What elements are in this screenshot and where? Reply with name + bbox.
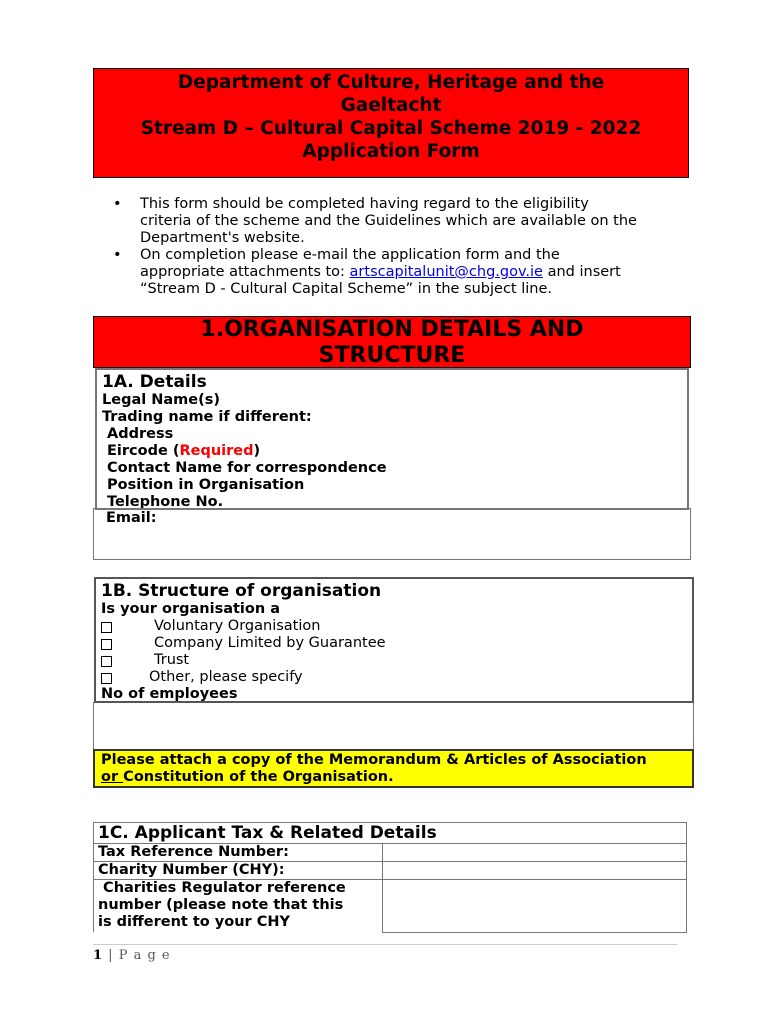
bullet-icon: • <box>113 196 122 212</box>
instruction-1-line2: criteria of the scheme and the Guidelines which are available on the <box>140 213 637 229</box>
department-title-line2: Gaeltacht <box>340 95 442 116</box>
email-label: Email: <box>106 510 157 526</box>
page-number: 1 <box>93 948 104 963</box>
option-trust-label: Trust <box>154 652 190 668</box>
section-1-title-line2: STRUCTURE <box>318 343 466 368</box>
attachment-note-line2 <box>101 769 692 786</box>
eircode-label-pre: Eircode ( <box>107 443 180 459</box>
details-1a-box <box>95 368 689 510</box>
charity-number-label: Charity Number (CHY): <box>94 862 383 880</box>
tax-reference-input[interactable] <box>383 844 687 862</box>
regulator-reference-label <box>94 880 383 933</box>
bullet-icon: • <box>113 247 122 263</box>
scheme-title: Stream D – Cultural Capital Scheme 2019 - 2022 <box>140 118 642 139</box>
option-company[interactable] <box>101 635 681 652</box>
tax-heading: 1C. Applicant Tax & Related Details <box>94 823 687 844</box>
instruction-bullet-2 <box>113 247 693 298</box>
form-title-banner <box>93 68 689 178</box>
table-row <box>94 880 687 933</box>
regulator-line3: is different to your CHY <box>98 914 291 930</box>
required-marker: Required <box>179 443 254 459</box>
option-voluntary[interactable] <box>101 618 681 635</box>
option-company-label: Company Limited by Guarantee <box>154 635 386 651</box>
tax-details-table <box>93 822 687 933</box>
position-label: Position in Organisation <box>107 477 305 493</box>
instruction-bullet-1 <box>113 196 693 247</box>
eircode-label <box>102 443 387 460</box>
trading-name-label: Trading name if different: <box>102 409 312 425</box>
footer-separator: | <box>103 948 119 963</box>
instruction-1-line1: This form should be completed having regard to the eligibility <box>140 196 589 212</box>
checkbox-icon[interactable] <box>101 673 112 684</box>
table-row <box>94 844 687 862</box>
organisation-type-question: Is your organisation a <box>101 601 281 617</box>
telephone-label: Telephone No. <box>107 494 224 510</box>
regulator-line2: number (please note that this <box>98 897 344 913</box>
instruction-2-line1: On completion please e-mail the application form and the <box>140 247 560 263</box>
instruction-2-text-post: and insert <box>542 264 621 280</box>
structure-heading: 1B. Structure of organisation <box>101 581 382 601</box>
charity-number-input[interactable] <box>383 862 687 880</box>
regulator-line1: Charities Regulator reference <box>98 880 346 896</box>
page-label: P a g e <box>118 948 171 963</box>
eircode-label-post: ) <box>253 443 261 459</box>
email-link[interactable]: artscapitalunit@chg.gov.ie <box>349 264 543 280</box>
details-heading: 1A. Details <box>102 372 207 392</box>
attachment-note <box>93 749 694 788</box>
option-voluntary-label: Voluntary Organisation <box>154 618 321 634</box>
address-label: Address <box>107 426 174 442</box>
intro-instructions <box>113 196 693 298</box>
footer-divider <box>93 944 677 945</box>
section-1-header <box>93 316 691 368</box>
instruction-2-line3: “Stream D - Cultural Capital Scheme” in the subject line. <box>140 281 552 297</box>
table-row <box>94 862 687 880</box>
department-title-line1: Department of Culture, Heritage and the <box>177 72 605 93</box>
option-other-label: Other, please specify <box>149 669 303 685</box>
page-footer <box>93 948 171 963</box>
option-trust[interactable] <box>101 652 681 669</box>
instruction-2-text-pre: appropriate attachments to: <box>140 264 350 280</box>
tax-reference-label: Tax Reference Number: <box>94 844 383 862</box>
attachment-note-rest: Constitution of the Organisation. <box>123 769 394 785</box>
instruction-1-line3: Department's website. <box>140 230 305 246</box>
checkbox-icon[interactable] <box>101 656 112 667</box>
attachment-note-or: or <box>101 769 124 785</box>
structure-1b-box <box>94 577 694 703</box>
attachment-note-line1: Please attach a copy of the Memorandum & Articles of Association <box>101 752 647 768</box>
employees-label: No of employees <box>101 686 238 702</box>
form-title: Application Form <box>302 141 480 162</box>
checkbox-icon[interactable] <box>101 622 112 633</box>
regulator-reference-input[interactable] <box>383 880 687 933</box>
contact-name-label: Contact Name for correspondence <box>107 460 387 476</box>
instruction-2-line2 <box>140 264 693 281</box>
employees-field[interactable] <box>93 702 694 750</box>
email-field[interactable] <box>93 508 691 560</box>
legal-name-label: Legal Name(s) <box>102 392 221 408</box>
checkbox-icon[interactable] <box>101 639 112 650</box>
option-other[interactable] <box>101 669 681 686</box>
section-1-title-line1: 1.ORGANISATION DETAILS AND <box>200 317 584 342</box>
table-row <box>94 823 687 844</box>
